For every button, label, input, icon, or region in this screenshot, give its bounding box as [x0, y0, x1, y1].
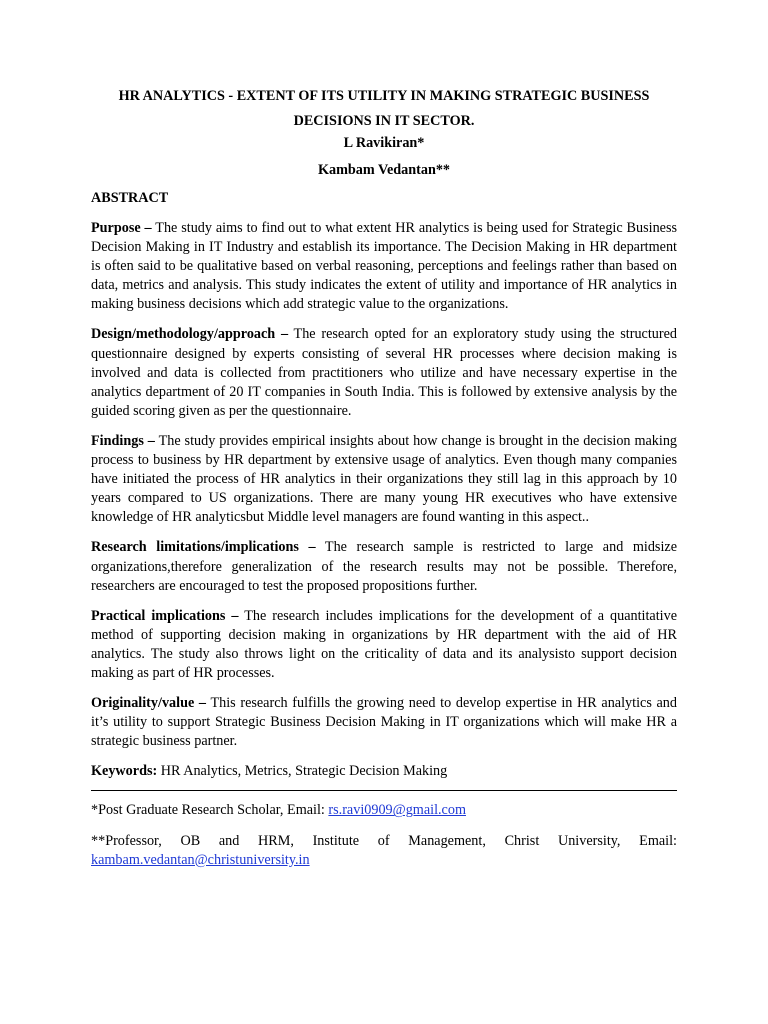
section-label-limitations: Research limitations/implications – — [91, 539, 316, 556]
section-label-design: Design/methodology/approach – — [91, 326, 289, 343]
section-text-practical: The research includes implications for the development of a quantitative method of supporting decision making in organizations by HR department with the aid of HR analytics. The study also throws light on the criticality of data and its analysisto support decision making as part of HR processes. — [91, 607, 677, 681]
section-label-findings: Findings – — [91, 432, 155, 449]
section-label-practical: Practical implications – — [91, 607, 239, 624]
section-text-originality: This research fulfills the growing need to develop expertise in HR analytics and it’s utility to support Strategic Business Decision Making in IT organizations which will make HR a strategic business partner. — [91, 695, 677, 750]
abstract-originality — [91, 694, 677, 751]
document-page — [91, 84, 677, 870]
abstract-heading: ABSTRACT — [91, 190, 169, 206]
section-label-purpose: Purpose – — [91, 220, 152, 236]
author-2: Kambam Vedantan** — [317, 162, 451, 178]
footnote-2-text: **Professor, OB and HRM, Institute of Management, Christ University, Email: — [91, 832, 677, 849]
section-text-purpose: The study aims to find out to what extent HR analytics is being used for Strategic Business Decision Making in IT Industry and establish its importance. The Decision Making in HR department is often said to be qualitative based on verbal reasoning, perceptions and feelings rather than based on data, metrics and analysis. This study indicates the extent of utility and importance of HR analytics in making business decisions which add strategic value to the organizations. — [91, 220, 677, 313]
abstract-design — [91, 325, 677, 420]
footnote-1-text: *Post Graduate Research Scholar, Email: — [91, 802, 329, 819]
section-text-design: The research opted for an exploratory study using the structured questionnaire designed by experts consisting of several HR processes where decision making is involved and data is collected from practitioners who utilize and have necessary expertise in the analytics department of 20 IT companies in South India. This is followed by extensive analysis by the guided scoring given as per the questionnaire. — [91, 326, 677, 419]
footnote-divider — [91, 790, 677, 791]
paper-title-line-1: HR ANALYTICS - EXTENT OF ITS UTILITY IN MAKING STRATEGIC BUSINESS — [118, 88, 650, 104]
section-text-findings: The study provides empirical insights about how change is brought in the decision making process to business by HR department by extensive usage of analytics. Even though many companies have initiated the process of HR analytics in their organizations they still lag in this approach by 10 years compared to US organizations. There are many young HR executives who have extensive knowledge of HR analyticsbut Middle level managers are found wanting in this aspect.. — [91, 432, 678, 526]
email-link-ravikiran[interactable]: rs.ravi0909@gmail.com — [328, 802, 466, 819]
keywords — [91, 762, 677, 781]
author-1: L Ravikiran* — [343, 135, 425, 151]
footnote-1 — [91, 801, 677, 820]
abstract-limitations — [91, 538, 677, 595]
section-text-limitations: The research sample is restricted to large and midsize organizations,therefore generalization of the research results may not be possible. Therefore, researchers are encouraged to test the proposed propositions further. — [91, 539, 677, 594]
email-link-vedantan[interactable]: kambam.vedantan@christuniversity.in — [91, 851, 310, 868]
section-label-originality: Originality/value – — [91, 695, 207, 712]
footnote-2 — [91, 832, 677, 870]
abstract-findings — [91, 432, 677, 527]
keywords-label: Keywords: — [91, 763, 158, 780]
keywords-text: HR Analytics, Metrics, Strategic Decision Making — [160, 763, 448, 780]
abstract-purpose — [91, 219, 677, 314]
paper-title — [91, 84, 677, 134]
abstract-practical — [91, 607, 677, 683]
paper-title-line-2: DECISIONS IN IT SECTOR. — [293, 113, 475, 129]
